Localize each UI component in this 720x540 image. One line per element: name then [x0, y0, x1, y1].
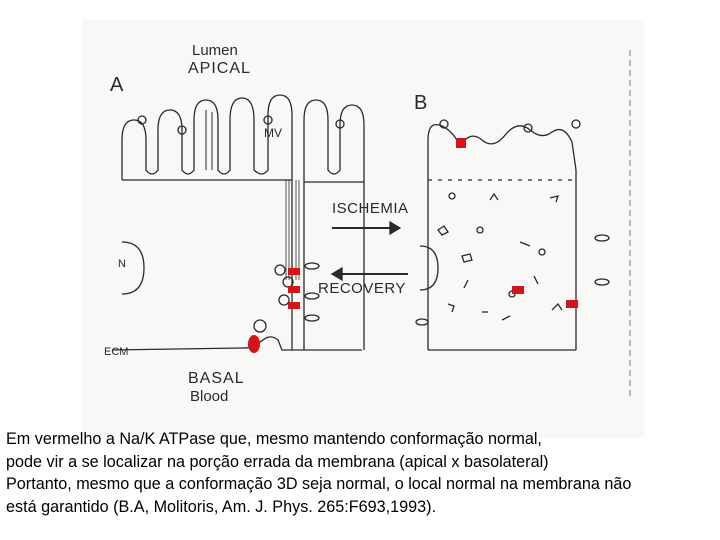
label-ecm: ECM [104, 346, 129, 358]
label-apical: APICAL [188, 60, 251, 77]
recovery-arrowhead [332, 268, 342, 280]
pump-marker [512, 286, 524, 294]
pump-marker [566, 300, 578, 308]
ischemia-arrowhead [390, 222, 400, 234]
label-recovery: RECOVERY [318, 280, 406, 297]
cell-diagram [82, 20, 644, 438]
caption-line-3: Portanto, mesmo que a conformação 3D seja normal, o local normal na membrana não [6, 475, 632, 493]
label-blood: Blood [190, 388, 229, 405]
figure-caption [6, 428, 716, 518]
label-lumen: Lumen [192, 42, 238, 59]
label-nucleus: N [118, 258, 126, 270]
label-mv: MV [264, 126, 282, 140]
label-basal: BASAL [188, 370, 245, 387]
pump-marker [248, 335, 260, 353]
pump-marker [288, 286, 300, 293]
caption-line-2: pode vir a se localizar na porção errada da membrana (apical x basolateral) [6, 452, 549, 471]
label-ischemia: ISCHEMIA [332, 200, 409, 217]
caption-line-1: Em vermelho a Na/K ATPase que, mesmo mantendo conformação normal, [6, 430, 542, 448]
label-panel-b: B [414, 92, 428, 114]
apical-border-b [428, 125, 576, 180]
pump-marker [288, 302, 300, 309]
pump-marker [456, 138, 466, 148]
pump-marker [288, 268, 300, 275]
basement-membrane [112, 337, 362, 350]
figure-panel [82, 20, 644, 438]
caption-line-4: está garantido (B.A, Molitoris, Am. J. Phys. 265:F693,1993). [6, 497, 437, 516]
label-panel-a: A [110, 74, 124, 96]
